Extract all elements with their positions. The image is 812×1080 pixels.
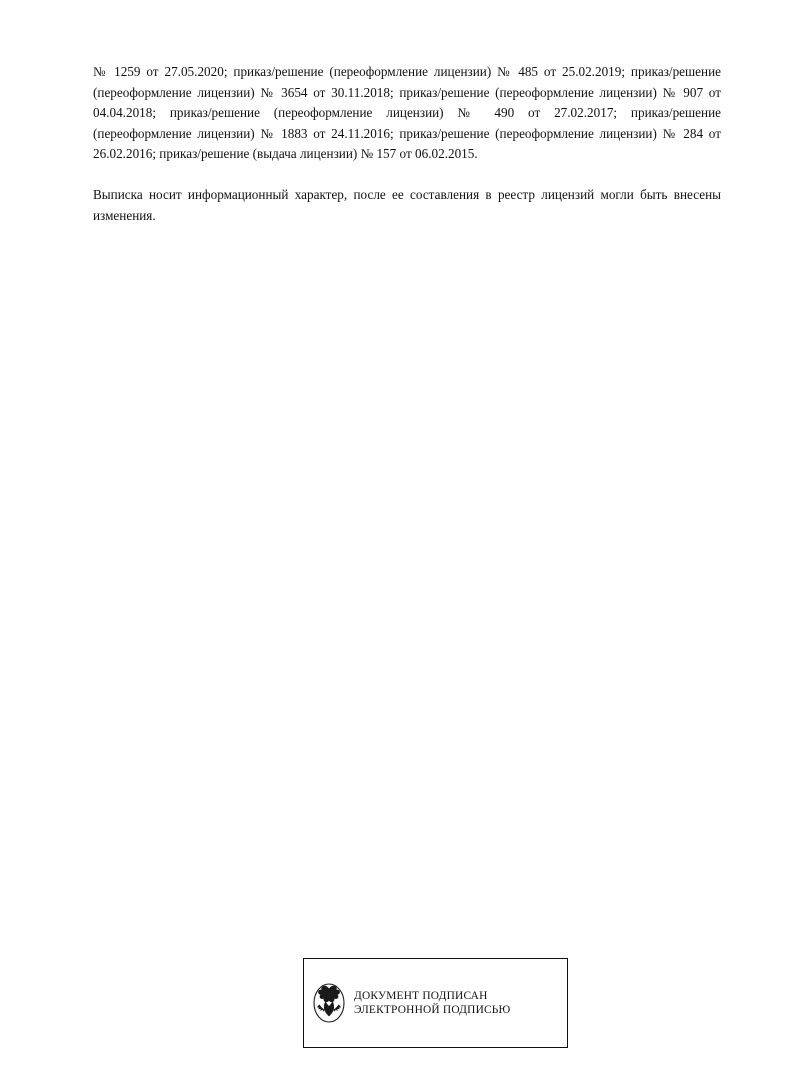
- document-body: [93, 62, 721, 226]
- electronic-signature-stamp: [303, 958, 568, 1048]
- paragraph-disclaimer: Выписка носит информационный характер, после ее составления в реестр лицензий могли быть внесены изменения.: [93, 186, 721, 223]
- paragraph-orders-list: № 1259 от 27.05.2020; приказ/решение (переоформление лицензии) № 485 от 25.02.2019; приказ/решение (переоформление лицензии) № 3654 от 30.11.2018; приказ/решение (переоформление лицензии) № 907 от 04.04.2018; приказ/решение (переоформление лицензии) № 490 от 27.02.2017; приказ/решение (переоформление лицензии) № 1883 от 24.11.2016; приказ/решение (переоформление лицензии) № 284 от 26.02.2016; приказ/решение (выдача лицензии) № 157 от 06.02.2015.: [93, 64, 721, 162]
- stamp-text: [354, 989, 510, 1018]
- double-headed-eagle-emblem-icon: [310, 981, 348, 1025]
- stamp-line-1: ДОКУМЕНТ ПОДПИСАН: [354, 989, 488, 1002]
- stamp-line-2: ЭЛЕКТРОННОЙ ПОДПИСЬЮ: [354, 1004, 511, 1016]
